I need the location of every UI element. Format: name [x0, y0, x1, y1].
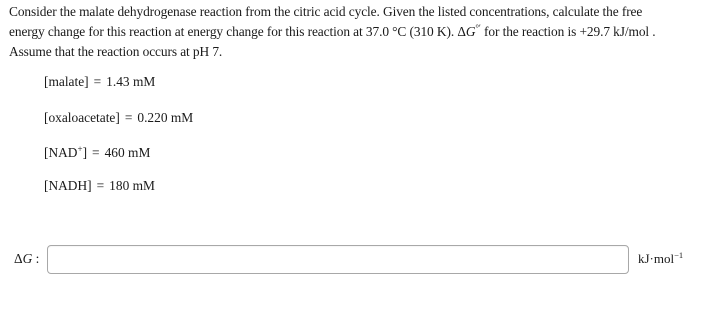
concentration-value: 460 mM — [104, 145, 151, 160]
concentration-oxaloacetate — [44, 110, 193, 126]
equals-sign: = — [96, 178, 105, 193]
delta-symbol: Δ — [457, 24, 466, 39]
label-superscript: + — [77, 144, 83, 154]
equals-sign: = — [124, 110, 133, 125]
standard-state-prime: °′ — [475, 23, 481, 33]
equals-sign: = — [93, 74, 102, 89]
concentration-label: [malate] — [44, 74, 89, 89]
concentration-value: 1.43 mM — [106, 74, 156, 89]
delta-g-symbol — [457, 24, 480, 39]
answer-unit — [638, 251, 683, 267]
concentration-nadh — [44, 178, 155, 194]
concentration-nad-plus — [44, 145, 150, 161]
concentration-label — [44, 145, 87, 160]
delta-g-answer-input[interactable] — [47, 245, 629, 274]
g-symbol: G — [22, 251, 33, 266]
question-line-1: Consider the malate dehydrogenase reaction from the citric acid cycle. Given the listed concentrations, calculate the free — [9, 4, 643, 19]
label-base: [NAD — [44, 145, 78, 160]
question-text — [9, 2, 697, 62]
answer-label — [14, 251, 39, 267]
question-line-2 — [9, 22, 697, 42]
answer-colon: : — [32, 251, 40, 266]
concentration-value: 180 mM — [109, 178, 155, 193]
question-line-2-end: for the reaction is +29.7 kJ/mol . — [480, 24, 656, 39]
label-end: ] — [82, 145, 88, 160]
unit-exponent: −1 — [674, 250, 684, 260]
concentration-label: [oxaloacetate] — [44, 110, 120, 125]
unit-base: kJ·mol — [638, 251, 675, 266]
concentration-malate — [44, 74, 155, 90]
question-line-2-start: energy change for this reaction at energy change for this reaction at 37.0 °C (310 K). — [9, 24, 458, 39]
question-line-3: Assume that the reaction occurs at pH 7. — [9, 44, 223, 59]
g-symbol: G — [465, 24, 476, 39]
concentration-label: [NADH] — [44, 178, 92, 193]
concentration-value: 0.220 mM — [137, 110, 194, 125]
delta-symbol: Δ — [14, 251, 23, 266]
equals-sign: = — [92, 145, 100, 160]
